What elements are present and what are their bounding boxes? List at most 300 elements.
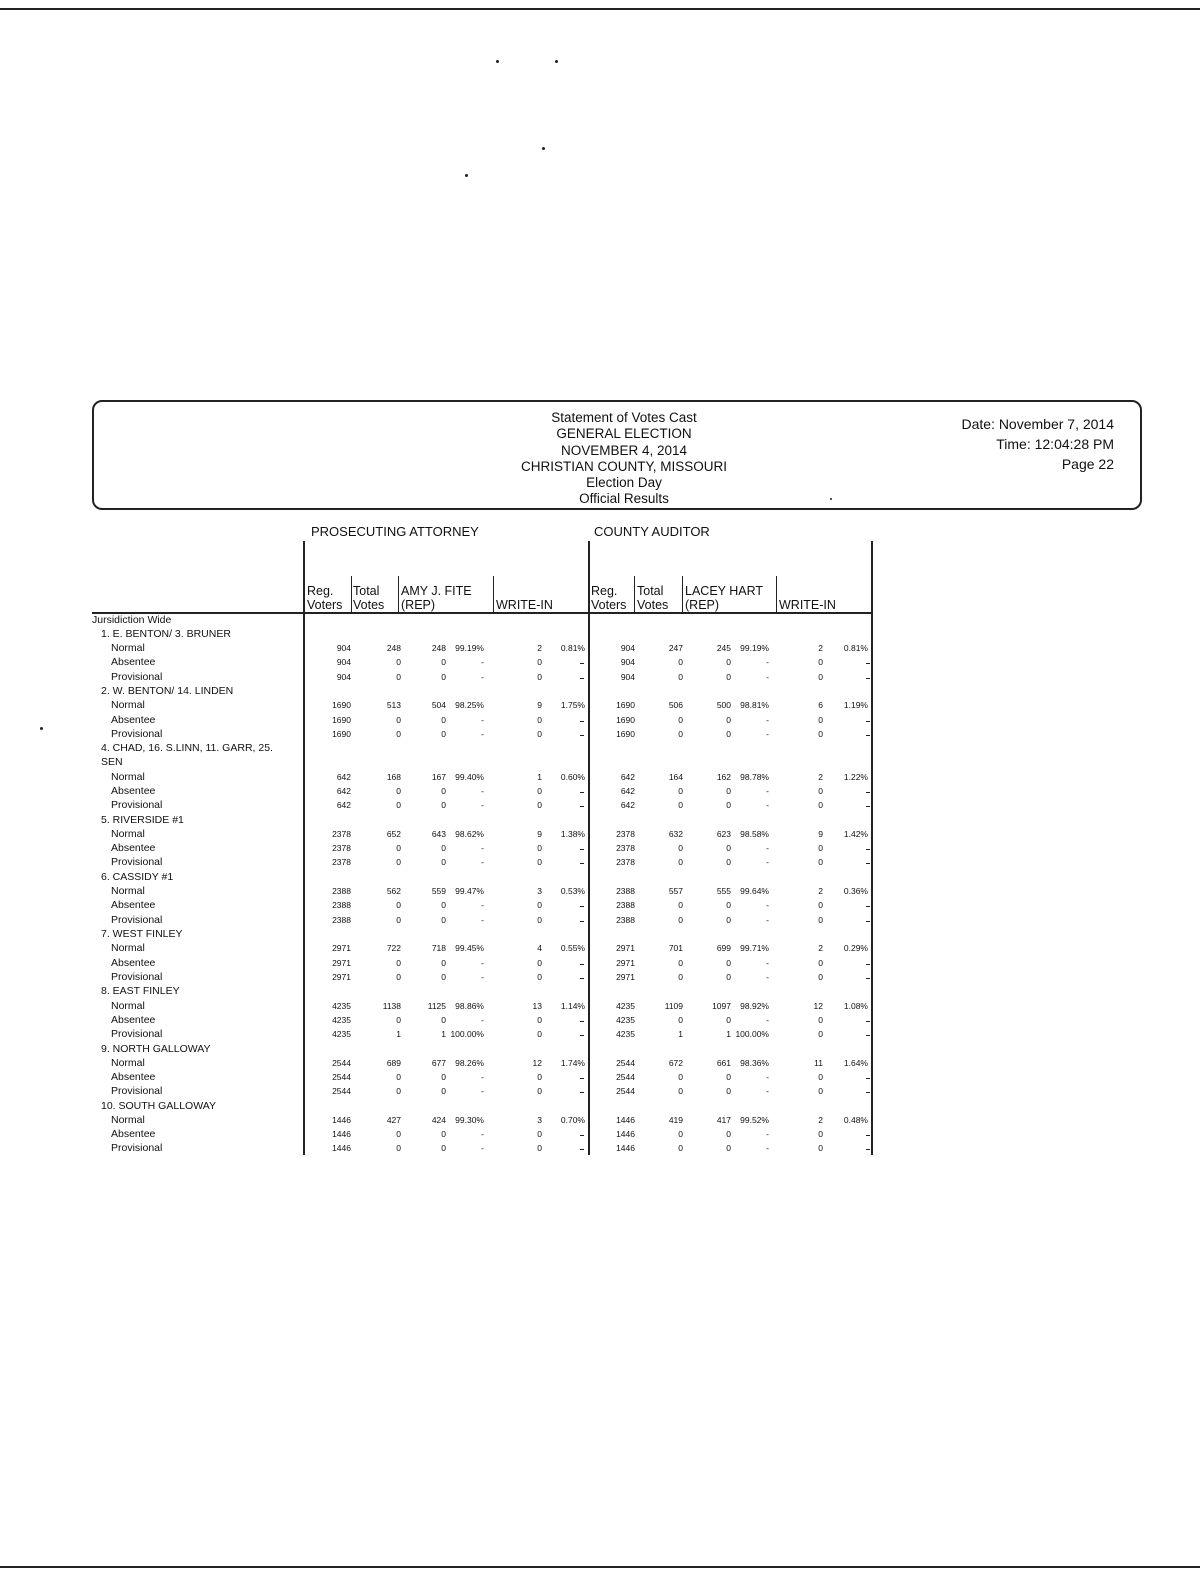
vote-type-label: Provisional	[111, 1085, 163, 1098]
candidate-votes-cell: 555	[716, 886, 731, 897]
candidate-votes-cell: 0	[726, 657, 731, 668]
candidate-pct-cell: -	[766, 1143, 769, 1154]
candidate-votes-cell: 162	[716, 771, 731, 782]
column-separator	[682, 576, 683, 612]
candidate-votes-cell: 424	[431, 1115, 446, 1125]
candidate-pct-cell: -	[766, 1129, 769, 1140]
header-write-in: WRITE-IN	[779, 598, 836, 612]
candidate-pct-cell: -	[766, 914, 769, 925]
total-votes-cell: 247	[668, 643, 683, 654]
writein-votes-cell: 0	[818, 971, 823, 982]
total-votes-cell: 562	[386, 886, 401, 897]
table-right-border	[871, 541, 873, 1155]
header-reg-voters: Reg. Voters	[591, 584, 627, 612]
writein-votes-cell: 0	[537, 671, 542, 682]
candidate-votes-cell: 167	[431, 771, 446, 782]
vote-type-label: Absentee	[111, 785, 156, 797]
candidate-pct-cell: 99.71%	[740, 943, 769, 954]
precinct-name: 10. SOUTH GALLOWAY	[101, 1099, 216, 1112]
candidate-votes-cell: 0	[441, 1072, 446, 1082]
total-votes-cell: 0	[396, 786, 401, 796]
candidate-votes-cell: 0	[441, 857, 446, 868]
writein-votes-cell: 12	[532, 1057, 542, 1068]
empty-cell-tick	[580, 1078, 584, 1079]
reg-voters-cell: 904	[336, 643, 351, 654]
writein-pct-cell: 1.74%	[560, 1057, 585, 1068]
reg-voters-cell: 2388	[616, 886, 635, 897]
candidate-votes-cell: 0	[441, 900, 446, 911]
candidate-votes-cell: 559	[431, 886, 446, 897]
candidate-votes-cell: 643	[431, 829, 446, 839]
vote-type-label: Normal	[111, 1114, 145, 1126]
writein-votes-cell: 0	[818, 800, 823, 811]
reg-voters-cell: 642	[620, 771, 635, 782]
candidate-pct-cell: 99.40%	[455, 771, 484, 782]
report-header	[92, 400, 1142, 510]
reg-voters-cell: 1690	[332, 700, 351, 711]
empty-cell-tick	[866, 863, 870, 864]
empty-cell-tick	[866, 1021, 870, 1022]
total-votes-cell: 164	[668, 771, 683, 782]
reg-voters-cell: 2378	[616, 829, 635, 839]
title-line: NOVEMBER 4, 2014	[560, 442, 688, 458]
candidate-votes-cell: 0	[726, 1143, 731, 1154]
candidate-votes-cell: 0	[726, 714, 731, 725]
empty-cell-tick	[866, 678, 870, 679]
writein-votes-cell: 0	[537, 1086, 542, 1097]
empty-cell-tick	[580, 921, 584, 922]
empty-cell-tick	[866, 1149, 870, 1150]
total-votes-cell: 0	[678, 671, 683, 682]
writein-votes-cell: 0	[537, 1029, 542, 1039]
candidate-votes-cell: 417	[716, 1115, 731, 1125]
reg-voters-cell: 2971	[332, 971, 351, 982]
writein-votes-cell: 0	[818, 1072, 823, 1082]
candidate-votes-cell: 0	[441, 786, 446, 796]
empty-cell-tick	[866, 721, 870, 722]
writein-votes-cell: 0	[818, 843, 823, 854]
candidate-votes-cell: 0	[441, 957, 446, 968]
writein-votes-cell: 0	[537, 1143, 542, 1154]
candidate-votes-cell: 0	[441, 971, 446, 982]
empty-cell-tick	[866, 735, 870, 736]
candidate-pct-cell: 99.47%	[455, 886, 484, 897]
total-votes-cell: 1109	[664, 1000, 683, 1011]
vote-type-label: Normal	[111, 642, 145, 655]
reg-voters-cell: 2378	[332, 843, 351, 854]
writein-pct-cell: 0.70%	[560, 1115, 585, 1125]
writein-votes-cell: 9	[537, 700, 542, 711]
candidate-pct-cell: -	[766, 843, 769, 854]
writein-pct-cell: 1.64%	[843, 1057, 868, 1068]
reg-voters-cell: 2388	[332, 914, 351, 925]
empty-cell-tick	[866, 1135, 870, 1136]
writein-votes-cell: 2	[818, 771, 823, 782]
total-votes-cell: 0	[396, 900, 401, 911]
reg-voters-cell: 2544	[332, 1072, 351, 1082]
total-votes-cell: 0	[678, 728, 683, 739]
precinct-name: 5. RIVERSIDE #1	[101, 813, 184, 826]
empty-cell-tick	[580, 1149, 584, 1150]
candidate-pct-cell: -	[766, 1014, 769, 1025]
reg-voters-cell: 1446	[616, 1129, 635, 1140]
candidate-votes-cell: 623	[716, 829, 731, 839]
total-votes-cell: 1	[396, 1029, 401, 1039]
writein-pct-cell: 1.14%	[560, 1000, 585, 1011]
writein-votes-cell: 0	[537, 914, 542, 925]
candidate-votes-cell: 0	[726, 1072, 731, 1082]
reg-voters-cell: 4235	[616, 1000, 635, 1011]
writein-votes-cell: 0	[818, 957, 823, 968]
candidate-votes-cell: 677	[431, 1057, 446, 1068]
header-rule	[92, 612, 873, 614]
writein-votes-cell: 0	[818, 1014, 823, 1025]
candidate-pct-cell: -	[481, 1072, 484, 1082]
candidate-votes-cell: 0	[726, 957, 731, 968]
vote-type-label: Normal	[111, 885, 145, 898]
empty-cell-tick	[866, 1078, 870, 1079]
candidate-votes-cell: 0	[441, 714, 446, 725]
writein-votes-cell: 0	[818, 1143, 823, 1154]
reg-voters-cell: 1690	[332, 728, 351, 739]
candidate-votes-cell: 1097	[712, 1000, 731, 1011]
precinct-name: 7. WEST FINLEY	[101, 928, 183, 941]
total-votes-cell: 506	[668, 700, 683, 711]
candidate-votes-cell: 248	[431, 643, 446, 654]
reg-voters-cell: 1446	[616, 1143, 635, 1154]
total-votes-cell: 0	[678, 843, 683, 854]
candidate-pct-cell: -	[481, 1014, 484, 1025]
report-time: Time: 12:04:28 PM	[996, 436, 1114, 452]
reg-voters-cell: 642	[620, 800, 635, 811]
total-votes-cell: 0	[678, 971, 683, 982]
column-separator	[776, 576, 777, 612]
candidate-votes-cell: 0	[726, 1129, 731, 1140]
reg-voters-cell: 4235	[332, 1000, 351, 1011]
candidate-votes-cell: 0	[441, 728, 446, 739]
writein-votes-cell: 3	[537, 886, 542, 897]
total-votes-cell: 672	[668, 1057, 683, 1068]
vote-type-label: Normal	[111, 828, 145, 840]
candidate-pct-cell: 98.81%	[740, 700, 769, 711]
vote-type-label: Normal	[111, 942, 145, 955]
candidate-pct-cell: 100.00%	[450, 1029, 484, 1039]
candidate-pct-cell: -	[766, 900, 769, 911]
total-votes-cell: 689	[386, 1057, 401, 1068]
empty-cell-tick	[866, 1092, 870, 1093]
candidate-votes-cell: 0	[726, 786, 731, 796]
writein-pct-cell: 0.81%	[560, 643, 585, 654]
total-votes-cell: 0	[396, 971, 401, 982]
candidate-pct-cell: 98.92%	[740, 1000, 769, 1011]
total-votes-cell: 0	[396, 657, 401, 668]
candidate-votes-cell: 0	[726, 1086, 731, 1097]
total-votes-cell: 0	[396, 843, 401, 854]
total-votes-cell: 0	[678, 1086, 683, 1097]
empty-cell-tick	[866, 806, 870, 807]
reg-voters-cell: 642	[336, 800, 351, 811]
vote-type-label: Absentee	[111, 956, 156, 969]
empty-cell-tick	[580, 792, 584, 793]
candidate-votes-cell: 1125	[427, 1000, 446, 1011]
total-votes-cell: 0	[678, 1072, 683, 1082]
precinct-name-cont: SEN	[101, 755, 123, 768]
total-votes-cell: 0	[678, 714, 683, 725]
writein-votes-cell: 9	[537, 829, 542, 839]
writein-votes-cell: 0	[537, 843, 542, 854]
reg-voters-cell: 904	[620, 671, 635, 682]
precinct-name: 9. NORTH GALLOWAY	[101, 1042, 211, 1055]
reg-voters-cell: 1690	[616, 700, 635, 711]
writein-votes-cell: 0	[818, 786, 823, 796]
vote-type-label: Normal	[111, 770, 145, 783]
title-line: Official Results	[579, 491, 669, 507]
writein-votes-cell: 0	[818, 1129, 823, 1140]
candidate-votes-cell: 0	[726, 914, 731, 925]
reg-voters-cell: 2544	[616, 1072, 635, 1082]
column-separator	[351, 576, 352, 612]
writein-pct-cell: 0.55%	[560, 943, 585, 954]
table-middle-border	[588, 541, 590, 1155]
candidate-pct-cell: 99.52%	[740, 1115, 769, 1125]
writein-votes-cell: 0	[537, 728, 542, 739]
reg-voters-cell: 904	[620, 657, 635, 668]
writein-pct-cell: 1.19%	[843, 700, 868, 711]
reg-voters-cell: 1690	[616, 714, 635, 725]
writein-votes-cell: 1	[537, 771, 542, 782]
header-write-in: WRITE-IN	[496, 598, 553, 612]
reg-voters-cell: 2544	[616, 1057, 635, 1068]
total-votes-cell: 0	[678, 900, 683, 911]
candidate-votes-cell: 0	[441, 914, 446, 925]
reg-voters-cell: 4235	[616, 1029, 635, 1039]
candidate-pct-cell: -	[481, 957, 484, 968]
total-votes-cell: 722	[386, 943, 401, 954]
candidate-pct-cell: -	[481, 786, 484, 796]
reg-voters-cell: 2544	[332, 1086, 351, 1097]
candidate-pct-cell: 98.26%	[455, 1057, 484, 1068]
column-separator	[493, 576, 494, 612]
bottom-scan-edge	[0, 1566, 1200, 1568]
empty-cell-tick	[580, 1021, 584, 1022]
candidate-votes-cell: 661	[716, 1057, 731, 1068]
reg-voters-cell: 1446	[332, 1129, 351, 1140]
title-line: Election Day	[586, 475, 662, 491]
empty-cell-tick	[580, 735, 584, 736]
candidate-votes-cell: 0	[441, 1143, 446, 1154]
candidate-votes-cell: 245	[716, 643, 731, 654]
reg-voters-cell: 904	[620, 643, 635, 654]
candidate-votes-cell: 0	[726, 800, 731, 811]
writein-votes-cell: 9	[818, 829, 823, 839]
writein-votes-cell: 6	[818, 700, 823, 711]
candidate-votes-cell: 0	[726, 671, 731, 682]
candidate-votes-cell: 1	[441, 1029, 446, 1039]
empty-cell-tick	[580, 1035, 584, 1036]
writein-pct-cell: 1.08%	[843, 1000, 868, 1011]
writein-votes-cell: 2	[818, 643, 823, 654]
candidate-pct-cell: 98.25%	[455, 700, 484, 711]
total-votes-cell: 0	[396, 1086, 401, 1097]
header-candidate-hart: LACEY HART (REP)	[685, 584, 764, 612]
total-votes-cell: 0	[396, 857, 401, 868]
precinct-name: 6. CASSIDY #1	[101, 871, 174, 883]
candidate-pct-cell: -	[766, 671, 769, 682]
writein-votes-cell: 0	[537, 957, 542, 968]
empty-cell-tick	[580, 663, 584, 664]
writein-pct-cell: 0.81%	[843, 643, 868, 654]
total-votes-cell: 0	[396, 1129, 401, 1140]
vote-type-label: Normal	[111, 999, 145, 1012]
candidate-pct-cell: -	[481, 914, 484, 925]
scan-speck	[830, 498, 832, 500]
empty-cell-tick	[580, 906, 584, 907]
total-votes-cell: 632	[668, 829, 683, 839]
reg-voters-cell: 1690	[332, 714, 351, 725]
candidate-pct-cell: -	[766, 957, 769, 968]
table-left-border	[303, 541, 305, 1155]
candidate-pct-cell: 99.19%	[740, 643, 769, 654]
reg-voters-cell: 2378	[332, 857, 351, 868]
header-candidate-fite: AMY J. FITE (REP)	[401, 584, 472, 612]
candidate-pct-cell: 100.00%	[735, 1029, 769, 1039]
candidate-votes-cell: 0	[441, 1086, 446, 1097]
report-meta	[961, 414, 1114, 474]
writein-votes-cell: 0	[818, 714, 823, 725]
total-votes-cell: 557	[668, 886, 683, 897]
total-votes-cell: 0	[396, 1072, 401, 1082]
reg-voters-cell: 642	[336, 771, 351, 782]
total-votes-cell: 0	[396, 800, 401, 811]
total-votes-cell: 427	[386, 1115, 401, 1125]
writein-votes-cell: 2	[818, 886, 823, 897]
empty-cell-tick	[866, 964, 870, 965]
candidate-votes-cell: 0	[441, 843, 446, 854]
candidate-pct-cell: -	[481, 800, 484, 811]
empty-cell-tick	[580, 863, 584, 864]
header-reg-voters: Reg. Voters	[307, 584, 343, 612]
writein-votes-cell: 0	[537, 1072, 542, 1082]
title-line: CHRISTIAN COUNTY, MISSOURI	[520, 458, 728, 474]
candidate-votes-cell: 0	[726, 728, 731, 739]
candidate-pct-cell: -	[766, 971, 769, 982]
reg-voters-cell: 2971	[332, 943, 351, 954]
writein-pct-cell: 0.36%	[843, 886, 868, 897]
reg-voters-cell: 904	[336, 657, 351, 668]
precinct-name: 4. CHAD, 16. S.LINN, 11. GARR, 25.	[101, 742, 273, 755]
reg-voters-cell: 1446	[616, 1115, 635, 1125]
total-votes-cell: 652	[386, 829, 401, 839]
vote-type-label: Provisional	[111, 799, 163, 812]
candidate-pct-cell: -	[766, 857, 769, 868]
scan-speck	[542, 147, 545, 150]
reg-voters-cell: 1446	[332, 1143, 351, 1154]
empty-cell-tick	[580, 849, 584, 850]
writein-votes-cell: 0	[537, 714, 542, 725]
reg-voters-cell: 1690	[616, 728, 635, 739]
candidate-votes-cell: 699	[716, 943, 731, 954]
vote-type-label: Absentee	[111, 656, 156, 669]
empty-cell-tick	[866, 1035, 870, 1036]
candidate-pct-cell: -	[766, 786, 769, 796]
empty-cell-tick	[580, 964, 584, 965]
scan-speck	[496, 60, 499, 63]
writein-votes-cell: 2	[537, 643, 542, 654]
total-votes-cell: 701	[668, 943, 683, 954]
candidate-votes-cell: 0	[441, 800, 446, 811]
candidate-pct-cell: -	[481, 971, 484, 982]
candidate-votes-cell: 1	[726, 1029, 731, 1039]
candidate-pct-cell: -	[481, 1086, 484, 1097]
precinct-name: 1. E. BENTON/ 3. BRUNER	[101, 628, 231, 640]
reg-voters-cell: 2544	[332, 1057, 351, 1068]
candidate-pct-cell: 98.62%	[455, 829, 484, 839]
writein-votes-cell: 0	[818, 914, 823, 925]
candidate-votes-cell: 718	[431, 943, 446, 954]
precinct-name: 8. EAST FINLEY	[101, 985, 180, 998]
reg-voters-cell: 904	[336, 671, 351, 682]
candidate-pct-cell: 99.64%	[740, 886, 769, 897]
candidate-pct-cell: 99.19%	[455, 643, 484, 654]
contest-title-prosecuting-attorney: PROSECUTING ATTORNEY	[311, 524, 479, 539]
empty-cell-tick	[866, 906, 870, 907]
writein-votes-cell: 0	[537, 1014, 542, 1025]
candidate-votes-cell: 0	[726, 900, 731, 911]
vote-type-label: Provisional	[111, 727, 163, 740]
writein-votes-cell: 2	[818, 1115, 823, 1125]
total-votes-cell: 513	[386, 700, 401, 711]
vote-type-label: Absentee	[111, 1013, 156, 1026]
writein-votes-cell: 11	[814, 1057, 823, 1068]
candidate-pct-cell: 98.86%	[455, 1000, 484, 1011]
vote-type-label: Provisional	[111, 670, 163, 683]
vote-type-label: Provisional	[111, 970, 163, 983]
writein-votes-cell: 12	[813, 1000, 823, 1011]
total-votes-cell: 419	[668, 1115, 683, 1125]
candidate-votes-cell: 504	[431, 700, 446, 711]
candidate-pct-cell: -	[766, 714, 769, 725]
total-votes-cell: 0	[678, 1129, 683, 1140]
empty-cell-tick	[580, 1135, 584, 1136]
vote-type-label: Normal	[111, 1056, 145, 1069]
total-votes-cell: 0	[678, 657, 683, 668]
column-separator	[634, 576, 635, 612]
candidate-votes-cell: 500	[716, 700, 731, 711]
writein-votes-cell: 0	[537, 971, 542, 982]
scan-speck	[465, 174, 468, 177]
reg-voters-cell: 2388	[616, 914, 635, 925]
candidate-pct-cell: -	[481, 843, 484, 854]
reg-voters-cell: 1446	[332, 1115, 351, 1125]
top-scan-edge	[0, 8, 1200, 10]
scan-speck	[40, 727, 43, 730]
writein-votes-cell: 0	[818, 657, 823, 668]
candidate-votes-cell: 0	[441, 657, 446, 668]
reg-voters-cell: 642	[620, 786, 635, 796]
writein-votes-cell: 0	[818, 728, 823, 739]
title-line: GENERAL ELECTION	[556, 426, 692, 442]
empty-cell-tick	[580, 678, 584, 679]
candidate-votes-cell: 0	[441, 671, 446, 682]
total-votes-cell: 168	[386, 771, 401, 782]
candidate-pct-cell: -	[481, 857, 484, 868]
writein-votes-cell: 0	[537, 857, 542, 868]
vote-type-label: Provisional	[111, 856, 163, 869]
vote-type-label: Absentee	[111, 842, 156, 855]
total-votes-cell: 0	[678, 786, 683, 796]
total-votes-cell: 0	[678, 1014, 683, 1025]
total-votes-cell: 0	[396, 671, 401, 682]
